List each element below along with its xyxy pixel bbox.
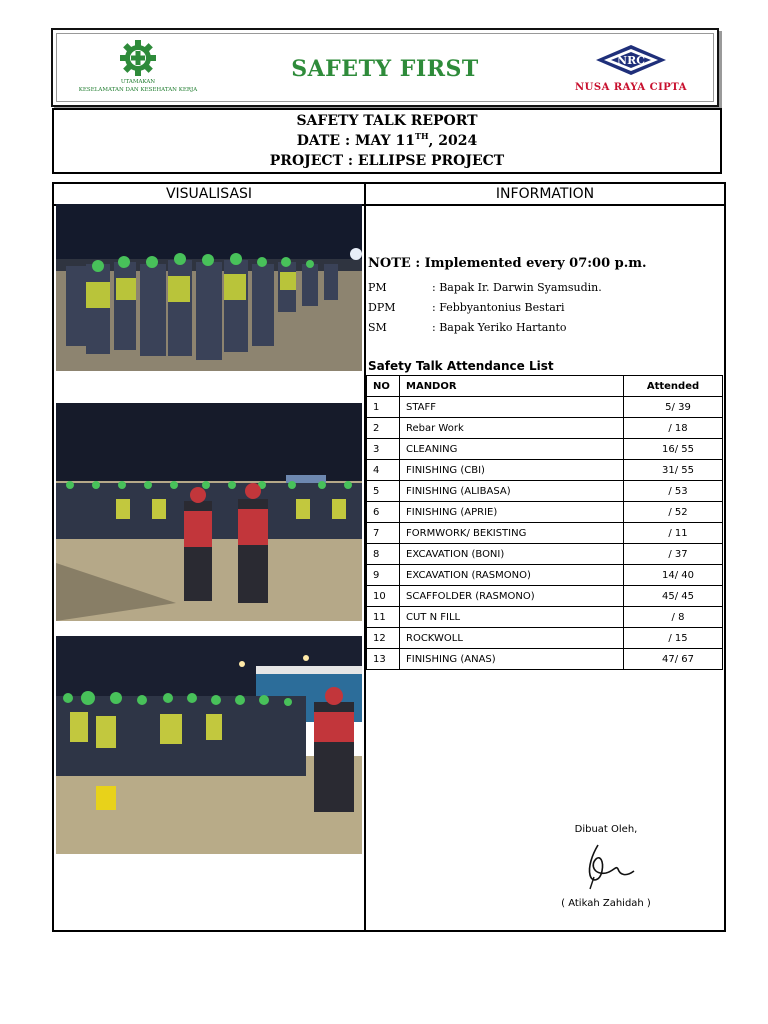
row-mandor: EXCAVATION (RASMONO)	[400, 565, 624, 586]
role-row-pm	[368, 278, 602, 298]
row-mandor: Rebar Work	[400, 418, 624, 439]
row-no: 3	[367, 439, 400, 460]
row-mandor: FINISHING (CBI)	[400, 460, 624, 481]
row-mandor: SCAFFOLDER (RASMONO)	[400, 586, 624, 607]
table-row	[367, 397, 723, 418]
report-date-prefix: DATE : MAY 11	[296, 133, 416, 149]
signatory-name: ( Atikah Zahidah )	[561, 898, 651, 909]
row-mandor: FINISHING (ALIBASA)	[400, 481, 624, 502]
made-by-label: Dibuat Oleh,	[574, 824, 638, 835]
role-key: SM	[368, 321, 387, 334]
row-no: 13	[367, 649, 400, 670]
nrc-initials: NRC	[617, 54, 645, 67]
handwritten-signature	[576, 841, 636, 891]
row-attended: 5/ 39	[624, 397, 723, 418]
role-row-dpm	[368, 298, 602, 318]
safety-talk-photo-1	[56, 204, 362, 371]
row-no: 5	[367, 481, 400, 502]
k3-caption-1: UTAMAKAN	[120, 79, 156, 85]
row-no: 6	[367, 502, 400, 523]
table-row	[367, 544, 723, 565]
row-attended: / 18	[624, 418, 723, 439]
row-attended: / 8	[624, 607, 723, 628]
attendance-title: Safety Talk Attendance List	[368, 359, 554, 373]
table-row	[367, 418, 723, 439]
roles-list	[368, 278, 602, 338]
information-column	[366, 184, 724, 930]
table-row	[367, 460, 723, 481]
nrc-logo	[571, 44, 691, 100]
row-no: 1	[367, 397, 400, 418]
nrc-emblem-icon	[594, 44, 668, 76]
table-row	[367, 628, 723, 649]
attendance-table	[366, 375, 723, 670]
row-attended: / 52	[624, 502, 723, 523]
row-attended: 45/ 45	[624, 586, 723, 607]
report-main-table	[52, 182, 726, 932]
row-mandor: STAFF	[400, 397, 624, 418]
signature-block	[546, 824, 666, 909]
header-attended: Attended	[624, 376, 723, 397]
row-no: 11	[367, 607, 400, 628]
report-title: SAFETY TALK REPORT	[296, 113, 478, 129]
role-value: : Febbyantonius Bestari	[432, 301, 565, 314]
k3-caption-2: KESELAMATAN DAN KESEHATAN KERJA	[78, 87, 198, 93]
role-row-sm	[368, 318, 602, 338]
report-date-suffix: , 2024	[428, 133, 478, 149]
nrc-company-name: NUSA RAYA CIPTA	[575, 82, 687, 93]
information-header: INFORMATION	[366, 184, 724, 206]
role-value: : Bapak Yeriko Hartanto	[432, 321, 567, 334]
header-banner	[51, 28, 719, 107]
row-attended: / 11	[624, 523, 723, 544]
row-attended: 14/ 40	[624, 565, 723, 586]
row-mandor: EXCAVATION (BONI)	[400, 544, 624, 565]
banner-frame	[56, 33, 714, 102]
row-mandor: FORMWORK/ BEKISTING	[400, 523, 624, 544]
row-mandor: CLEANING	[400, 439, 624, 460]
row-attended: / 53	[624, 481, 723, 502]
note-text: NOTE : Implemented every 07:00 p.m.	[368, 256, 647, 271]
report-project: PROJECT : ELLIPSE PROJECT	[269, 153, 505, 169]
header-mandor: MANDOR	[400, 376, 624, 397]
role-key: DPM	[368, 301, 396, 314]
table-row	[367, 481, 723, 502]
safety-talk-photo-3	[56, 636, 362, 854]
table-row	[367, 565, 723, 586]
row-mandor: ROCKWOLL	[400, 628, 624, 649]
row-mandor: FINISHING (ANAS)	[400, 649, 624, 670]
row-no: 2	[367, 418, 400, 439]
row-attended: / 37	[624, 544, 723, 565]
table-row	[367, 649, 723, 670]
role-value: : Bapak Ir. Darwin Syamsudin.	[432, 281, 602, 294]
row-no: 10	[367, 586, 400, 607]
row-mandor: CUT N FILL	[400, 607, 624, 628]
report-date-sup: TH	[415, 131, 429, 141]
safety-talk-photo-2	[56, 403, 362, 621]
visualization-column	[54, 184, 366, 930]
role-key: PM	[368, 281, 387, 294]
row-attended: 31/ 55	[624, 460, 723, 481]
report-date	[54, 131, 720, 151]
header-no: NO	[367, 376, 400, 397]
attendance-header-row	[367, 376, 723, 397]
row-mandor: FINISHING (APRIE)	[400, 502, 624, 523]
row-attended: / 15	[624, 628, 723, 649]
banner-title: SAFETY FIRST	[291, 56, 479, 82]
table-row	[367, 523, 723, 544]
row-no: 8	[367, 544, 400, 565]
report-title-box	[52, 108, 722, 174]
table-row	[367, 502, 723, 523]
row-no: 7	[367, 523, 400, 544]
row-no: 9	[367, 565, 400, 586]
row-attended: 47/ 67	[624, 649, 723, 670]
row-no: 12	[367, 628, 400, 649]
row-attended: 16/ 55	[624, 439, 723, 460]
row-no: 4	[367, 460, 400, 481]
table-row	[367, 439, 723, 460]
table-row	[367, 586, 723, 607]
visualization-header: VISUALISASI	[54, 184, 364, 206]
table-row	[367, 607, 723, 628]
